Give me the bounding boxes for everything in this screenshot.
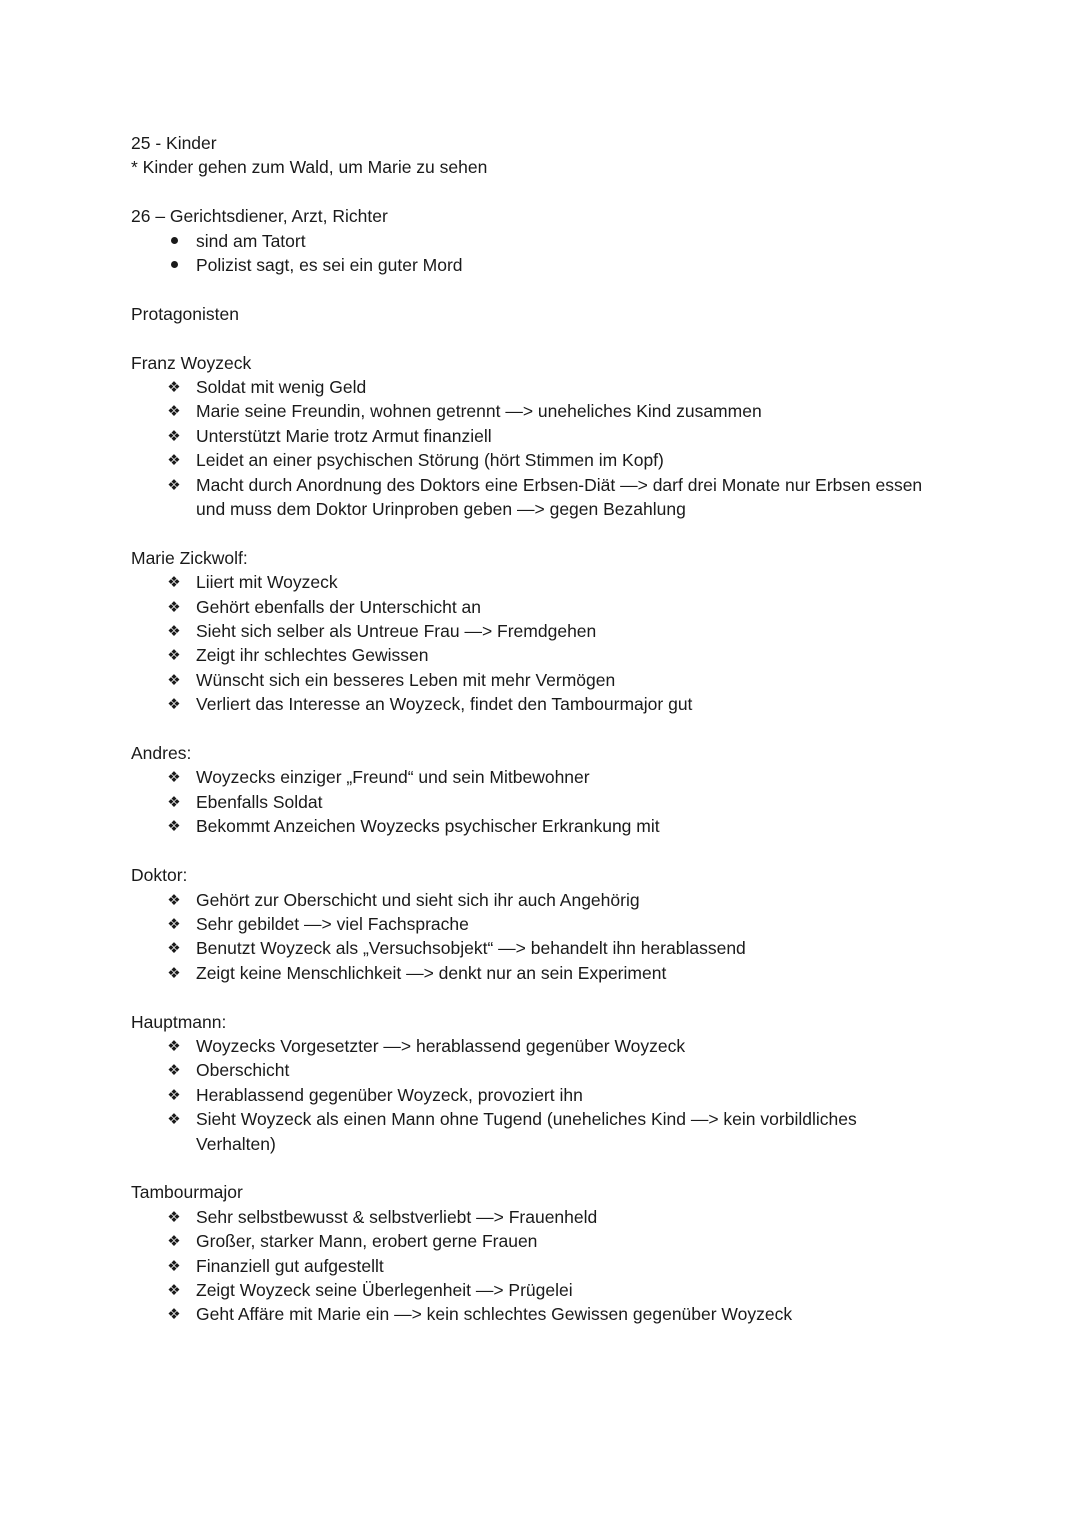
- spacer: [131, 1156, 931, 1180]
- list-item: [131, 473, 931, 522]
- character-section: [131, 863, 931, 1009]
- diamond-bullet-icon: ❖: [167, 622, 181, 641]
- character-section: [131, 546, 931, 741]
- spacer: [131, 521, 931, 545]
- character-name: Hauptmann:: [131, 1011, 227, 1032]
- list-item: [131, 668, 931, 692]
- list-item-text: Finanziell gut aufgestellt: [196, 1255, 384, 1276]
- list-item-text: Sehr selbstbewusst & selbstverliebt —> Frauenheld: [196, 1206, 598, 1227]
- list-item: [131, 399, 931, 423]
- diamond-bullet-icon: ❖: [167, 1207, 181, 1226]
- list-item-text: Benutzt Woyzeck als „Versuchsobjekt“ —> behandelt ihn herablassend: [196, 938, 746, 959]
- diamond-bullet-icon: ❖: [167, 597, 181, 616]
- list-item-text: Großer, starker Mann, erobert gerne Frauen: [196, 1231, 538, 1252]
- list-item-text: Sieht Woyzeck als einen Mann ohne Tugend (uneheliches Kind —> kein vorbildliches Verhalten): [196, 1109, 857, 1154]
- bullet-icon: [164, 229, 184, 253]
- list-item: [131, 595, 931, 619]
- list-item-text: Polizist sagt, es sei ein guter Mord: [196, 255, 463, 276]
- scene-26-list: [131, 229, 931, 278]
- character-section: [131, 351, 931, 546]
- character-name: Andres:: [131, 743, 192, 764]
- character-name: Franz Woyzeck: [131, 352, 252, 373]
- diamond-bullet-icon: ❖: [167, 817, 181, 836]
- diamond-bullet-icon: ❖: [167, 890, 181, 909]
- character-section: [131, 1010, 931, 1181]
- list-item-text: Herablassend gegenüber Woyzeck, provoziert ihn: [196, 1084, 583, 1105]
- list-item: [131, 1229, 931, 1253]
- list-item: [131, 448, 931, 472]
- list-item: [131, 1254, 931, 1278]
- list-item-text: Liiert mit Woyzeck: [196, 572, 338, 593]
- diamond-bullet-icon: ❖: [167, 1232, 181, 1251]
- character-traits-list: [131, 570, 931, 716]
- diamond-bullet-icon: ❖: [167, 402, 181, 421]
- list-item-text: Zeigt Woyzeck seine Überlegenheit —> Prügelei: [196, 1279, 573, 1300]
- list-item-text: Geht Affäre mit Marie ein —> kein schlechtes Gewissen gegenüber Woyzeck: [196, 1304, 793, 1325]
- character-name: Tambourmajor: [131, 1182, 243, 1203]
- character-traits-list: [131, 375, 931, 521]
- diamond-bullet-icon: ❖: [167, 475, 181, 494]
- diamond-bullet-icon: ❖: [167, 1061, 181, 1080]
- list-item-text: Marie seine Freundin, wohnen getrennt —> uneheliches Kind zusammen: [196, 401, 762, 422]
- list-item-text: Woyzecks Vorgesetzter —> herablassend gegenüber Woyzeck: [196, 1035, 686, 1056]
- diamond-bullet-icon: ❖: [167, 914, 181, 933]
- list-item: [131, 570, 931, 594]
- protagonists-heading: Protagonisten: [131, 303, 239, 324]
- list-item-text: Oberschicht: [196, 1060, 290, 1081]
- diamond-bullet-icon: ❖: [167, 1256, 181, 1275]
- list-item: [131, 1034, 931, 1058]
- list-item: [131, 936, 931, 960]
- list-item: [131, 1083, 931, 1107]
- list-item-text: Verliert das Interesse an Woyzeck, findet den Tambourmajor gut: [196, 694, 693, 715]
- spacer: [131, 839, 931, 863]
- spacer: [131, 985, 931, 1009]
- diamond-bullet-icon: ❖: [167, 1305, 181, 1324]
- diamond-bullet-icon: ❖: [167, 963, 181, 982]
- scene-25-title: 25 - Kinder: [131, 133, 217, 153]
- list-item-text: Sehr gebildet —> viel Fachsprache: [196, 913, 469, 934]
- spacer: [131, 180, 931, 204]
- list-item: [131, 643, 931, 667]
- diamond-bullet-icon: ❖: [167, 646, 181, 665]
- list-item-text: Wünscht sich ein besseres Leben mit mehr Vermögen: [196, 669, 616, 690]
- spacer: [131, 717, 931, 741]
- character-traits-list: [131, 888, 931, 986]
- list-item-text: Zeigt ihr schlechtes Gewissen: [196, 645, 429, 666]
- list-item-text: sind am Tatort: [196, 230, 306, 251]
- diamond-bullet-icon: ❖: [167, 1036, 181, 1055]
- list-item: [131, 692, 931, 716]
- character-sections: [131, 351, 931, 1327]
- list-item: [131, 424, 931, 448]
- list-item-text: Bekommt Anzeichen Woyzecks psychischer Erkrankung mit: [196, 816, 660, 837]
- document-page: [131, 131, 931, 1327]
- bullet-icon: [164, 253, 184, 277]
- list-item: [131, 1205, 931, 1229]
- list-item-text: Leidet an einer psychischen Störung (hört Stimmen im Kopf): [196, 450, 664, 471]
- list-item-text: Sieht sich selber als Untreue Frau —> Fremdgehen: [196, 621, 597, 642]
- list-item: [131, 1278, 931, 1302]
- list-item-text: Zeigt keine Menschlichkeit —> denkt nur an sein Experiment: [196, 962, 667, 983]
- character-section: [131, 1180, 931, 1326]
- list-item: [131, 912, 931, 936]
- list-item: [131, 1107, 931, 1156]
- list-item-text: Gehört zur Oberschicht und sieht sich ihr auch Angehörig: [196, 889, 640, 910]
- list-item: [131, 790, 931, 814]
- list-item-text: Soldat mit wenig Geld: [196, 377, 367, 398]
- list-item-text: Macht durch Anordnung des Doktors eine Erbsen-Diät —> darf drei Monate nur Erbsen essen und muss dem Doktor Urinproben geben —> gegen Bezahlung: [196, 474, 923, 520]
- list-item: [131, 375, 931, 399]
- diamond-bullet-icon: ❖: [167, 695, 181, 714]
- character-name: Marie Zickwolf:: [131, 547, 248, 568]
- character-name: Doktor:: [131, 865, 188, 886]
- list-item: [131, 619, 931, 643]
- diamond-bullet-icon: ❖: [167, 573, 181, 592]
- diamond-bullet-icon: ❖: [167, 1280, 181, 1299]
- diamond-bullet-icon: ❖: [167, 378, 181, 397]
- diamond-bullet-icon: ❖: [167, 426, 181, 445]
- list-item: [131, 253, 931, 277]
- list-item-text: Ebenfalls Soldat: [196, 791, 323, 812]
- list-item: [131, 888, 931, 912]
- list-item-text: Unterstützt Marie trotz Armut finanziell: [196, 425, 492, 446]
- diamond-bullet-icon: ❖: [167, 1110, 181, 1129]
- list-item-text: Gehört ebenfalls der Unterschicht an: [196, 596, 482, 617]
- list-item: [131, 229, 931, 253]
- list-item: [131, 765, 931, 789]
- diamond-bullet-icon: ❖: [167, 451, 181, 470]
- list-item-text: Woyzecks einziger „Freund“ und sein Mitbewohner: [196, 767, 590, 788]
- diamond-bullet-icon: ❖: [167, 939, 181, 958]
- diamond-bullet-icon: ❖: [167, 792, 181, 811]
- character-traits-list: [131, 1034, 931, 1156]
- diamond-bullet-icon: ❖: [167, 1085, 181, 1104]
- character-traits-list: [131, 1205, 931, 1327]
- spacer: [131, 277, 931, 301]
- list-item: [131, 961, 931, 985]
- scene-26-title: 26 – Gerichtsdiener, Arzt, Richter: [131, 206, 388, 227]
- character-traits-list: [131, 765, 931, 838]
- character-section: [131, 741, 931, 863]
- spacer: [131, 326, 931, 350]
- list-item: [131, 1058, 931, 1082]
- diamond-bullet-icon: ❖: [167, 768, 181, 787]
- list-item: [131, 814, 931, 838]
- list-item: [131, 1302, 931, 1326]
- diamond-bullet-icon: ❖: [167, 670, 181, 689]
- scene-25-note: * Kinder gehen zum Wald, um Marie zu sehen: [131, 157, 488, 178]
